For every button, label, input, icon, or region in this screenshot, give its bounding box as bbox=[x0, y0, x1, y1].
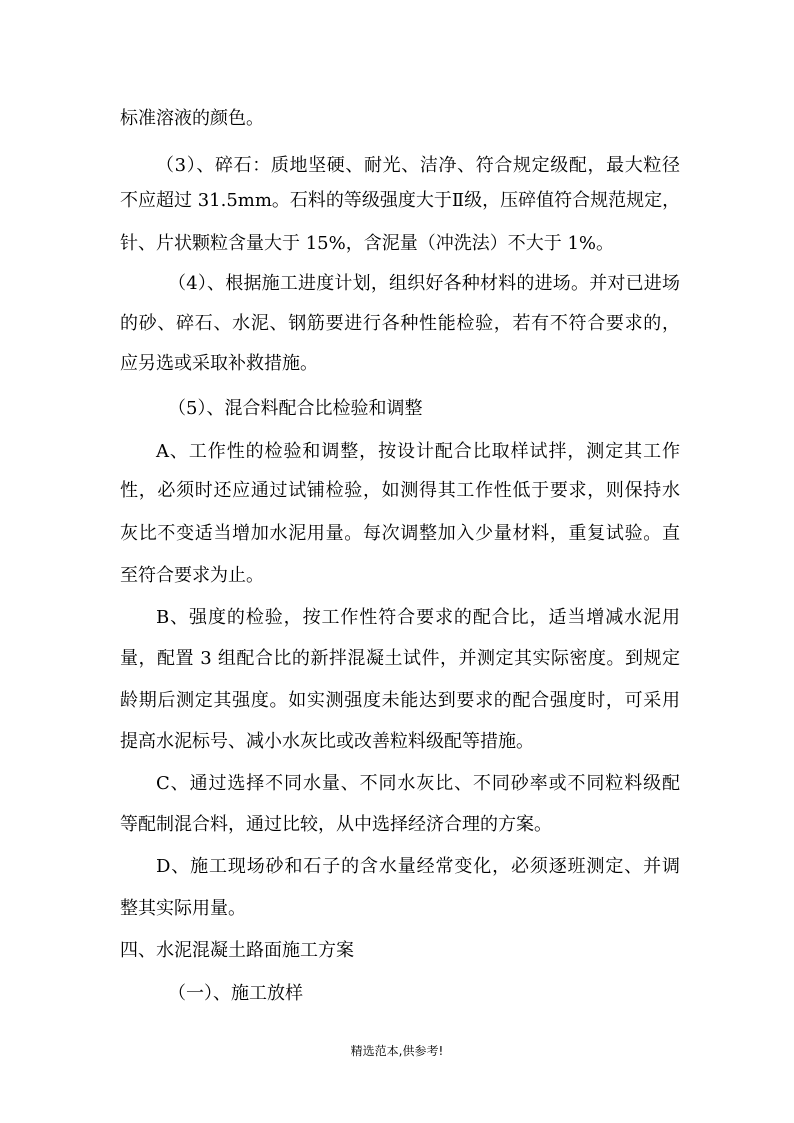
text-line-15: 龄期后测定其强度。如实测强度未能达到要求的配合强度时，可采用 bbox=[120, 690, 680, 711]
text-line-3: 不应超过 31.5mm。石料的等级强度大于Ⅱ级，压碎值符合规范规定， bbox=[120, 190, 681, 211]
text-line-12: 至符合要求为止。 bbox=[120, 565, 264, 586]
text-line-7: 应另选或采取补救措施。 bbox=[120, 353, 318, 374]
text-line-6: 的砂、碎石、水泥、钢筋要进行各种性能检验，若有不符合要求的， bbox=[120, 313, 680, 334]
text-line-10: 性，必须时还应通过试铺检验，如测得其工作性低于要求，则保持水 bbox=[120, 480, 680, 501]
text-line-9: A、工作性的检验和调整，按设计配合比取样试拌，测定其工作 bbox=[156, 441, 680, 462]
text-line-11: 灰比不变适当增加水泥用量。每次调整加入少量材料，重复试验。直 bbox=[120, 523, 680, 544]
text-line-19: D、施工现场砂和石子的含水量经常变化，必须逐班测定、并调 bbox=[156, 856, 680, 877]
text-line-1: 标准溶液的颜色。 bbox=[120, 108, 264, 129]
text-line-20: 整其实际用量。 bbox=[120, 898, 246, 919]
text-line-16: 提高水泥标号、减小水灰比或改善粒料级配等措施。 bbox=[120, 731, 534, 752]
subsection-heading-one: （一）、施工放样 bbox=[168, 983, 303, 1004]
text-line-18: 等配制混合料，通过比较，从中选择经济合理的方案。 bbox=[120, 814, 552, 835]
text-line-5: （4）、根据施工进度计划，组织好各种材料的进场。并对已进场 bbox=[168, 273, 680, 294]
page-footer: 精选范本,供参考! bbox=[350, 1044, 444, 1058]
section-heading-four: 四、水泥混凝土路面施工方案 bbox=[120, 940, 354, 961]
text-line-2: （3）、碎石：质地坚硬、耐光、洁净、符合规定级配，最大粒径 bbox=[156, 155, 680, 176]
text-line-4: 针、片状颗粒含量大于 15%，含泥量（冲洗法）不大于 1%。 bbox=[120, 233, 615, 254]
text-line-13: B、强度的检验，按工作性符合要求的配合比，适当增减水泥用 bbox=[156, 607, 680, 628]
section-heading-5: （5）、混合料配合比检验和调整 bbox=[168, 398, 423, 419]
text-line-14: 量，配置 3 组配合比的新拌混凝土试件，并测定其实际密度。到规定 bbox=[120, 648, 680, 669]
text-line-17: C、通过选择不同水量、不同水灰比、不同砂率或不同粒料级配 bbox=[156, 773, 680, 794]
